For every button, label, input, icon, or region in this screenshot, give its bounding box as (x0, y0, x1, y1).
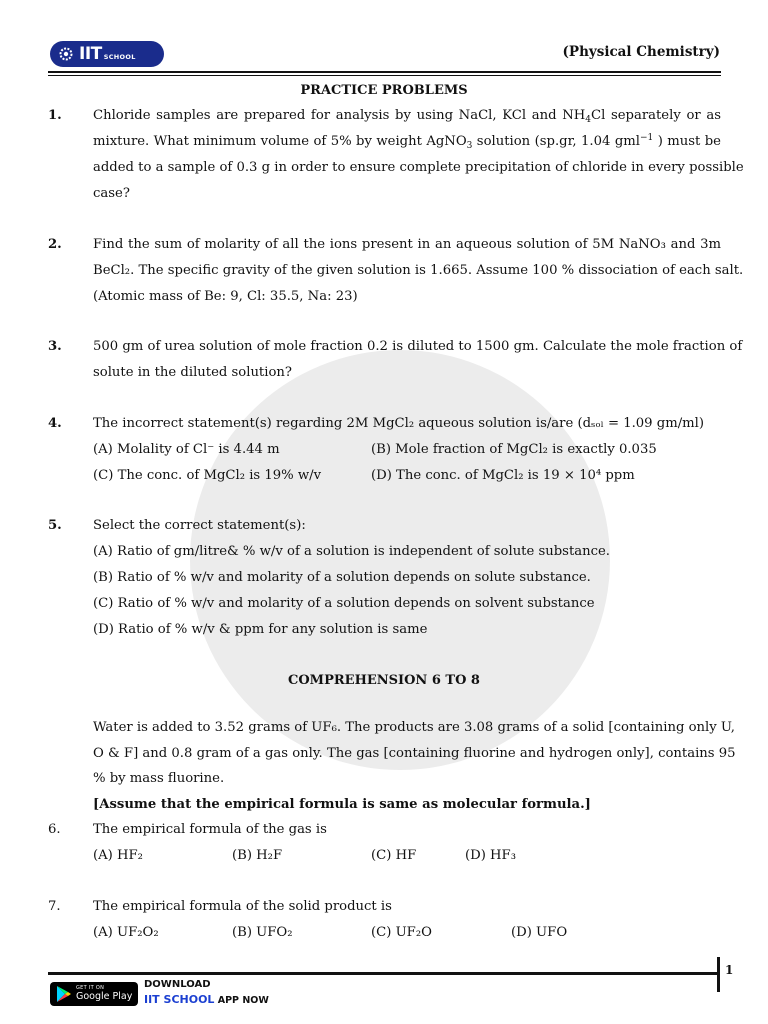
google-play-icon (57, 986, 71, 1002)
question-number: 6. (48, 822, 61, 837)
question-4-stem: The incorrect statement(s) regarding 2M MgCl₂ aqueous solution is/are (dₛₒₗ = 1.09 gm/ml) (93, 416, 705, 431)
download-label: DOWNLOAD (144, 979, 211, 990)
question-4-option-c: (C) The conc. of MgCl₂ is 19% w/v (93, 468, 322, 483)
question-4-option-b: (B) Mole fraction of MgCl₂ is exactly 0.035 (371, 442, 657, 457)
question-6-option-c: (C) HF (371, 848, 417, 863)
header-rule-bottom (48, 75, 721, 76)
badge-small-text: GET IT ON (76, 985, 105, 992)
question-number: 1. (48, 108, 62, 123)
gear-icon (58, 46, 74, 62)
question-4-option-d: (D) The conc. of MgCl₂ is 19 × 10⁴ ppm (371, 468, 635, 483)
google-play-badge[interactable] (50, 982, 138, 1006)
question-5-stem: Select the correct statement(s): (93, 518, 306, 533)
question-3-line-1: 500 gm of urea solution of mole fraction 0.2 is diluted to 1500 gm. Calculate the mole fraction of (93, 339, 743, 354)
badge-store-name: Google Play (76, 991, 133, 1003)
question-7-option-b: (B) UFO₂ (232, 925, 293, 940)
comprehension-note: [Assume that the empirical formula is same as molecular formula.] (93, 797, 591, 812)
question-4-option-a: (A) Molality of Cl⁻ is 4.44 m (93, 442, 280, 457)
question-1-line-1: Chloride samples are prepared for analysis by using NaCl, KCl and $NH_4Cl$ separately or as (93, 108, 721, 125)
question-5-option-c: (C) Ratio of % w/v and molarity of a solution depends on solvent substance (93, 596, 595, 611)
footer-rule (48, 972, 719, 975)
app-name: IIT SCHOOL (144, 993, 215, 1006)
question-7-stem: The empirical formula of the solid product is (93, 899, 392, 914)
app-now-text: APP NOW (214, 995, 269, 1006)
comprehension-title: COMPREHENSION 6 TO 8 (288, 673, 480, 688)
comprehension-line-3: % by mass fluorine. (93, 771, 225, 786)
question-6-option-a: (A) HF₂ (93, 848, 143, 863)
question-3-line-2: solute in the diluted solution? (93, 365, 292, 380)
question-number: 2. (48, 237, 62, 252)
logo-text: IIT (79, 44, 102, 64)
question-6-stem: The empirical formula of the gas is (93, 822, 327, 837)
question-1-line-3: added to a sample of 0.3 g in order to ensure complete precipitation of chloride in every possible (93, 160, 744, 175)
question-number: 7. (48, 899, 61, 914)
question-7-option-a: (A) UF₂O₂ (93, 925, 159, 940)
page-number: 1 (725, 963, 734, 977)
question-2-line-1: Find the sum of molarity of all the ions present in an aqueous solution of 5M NaNO₃ and 3m (93, 237, 721, 252)
comprehension-line-2: O & F] and 0.8 gram of a gas only. The gas [containing fluorine and hydrogen only], contains 95 (93, 746, 736, 761)
section-title: PRACTICE PROBLEMS (300, 83, 468, 98)
question-number: 5. (48, 518, 62, 533)
question-5-option-b: (B) Ratio of % w/v and molarity of a solution depends on solute substance. (93, 570, 591, 585)
question-7-option-c: (C) UF₂O (371, 925, 432, 940)
comprehension-line-1: Water is added to 3.52 grams of UF₆. The products are 3.08 grams of a solid [containing only U, (93, 720, 735, 735)
question-5-option-d: (D) Ratio of % w/v & ppm for any solution is same (93, 622, 428, 637)
header-rule-top (48, 71, 721, 73)
footer-page-bar (717, 957, 720, 992)
question-7-option-d: (D) UFO (511, 925, 568, 940)
download-app-text (144, 993, 269, 1006)
question-2-line-3: (Atomic mass of Be: 9, Cl: 35.5, Na: 23) (93, 289, 358, 304)
logo-subtext: SCHOOL (103, 53, 136, 61)
question-6-option-d: (D) HF₃ (465, 848, 516, 863)
question-6-option-b: (B) H₂F (232, 848, 283, 863)
subject-title: (Physical Chemistry) (562, 44, 720, 60)
question-5-option-a: (A) Ratio of gm/litre& % w/v of a solution is independent of solute substance. (93, 544, 610, 559)
question-2-line-2: BeCl₂. The specific gravity of the given solution is 1.665. Assume 100 % dissociation of each salt. (93, 263, 744, 278)
question-number: 4. (48, 416, 62, 431)
question-1-line-4: case? (93, 186, 130, 201)
question-1-line-2: mixture. What minimum volume of 5% by weight AgNO$_3$ solution (sp.gr, 1.04 gml$^{-1}$ ) must be (93, 133, 721, 151)
question-number: 3. (48, 339, 62, 354)
iit-school-logo (50, 41, 164, 67)
